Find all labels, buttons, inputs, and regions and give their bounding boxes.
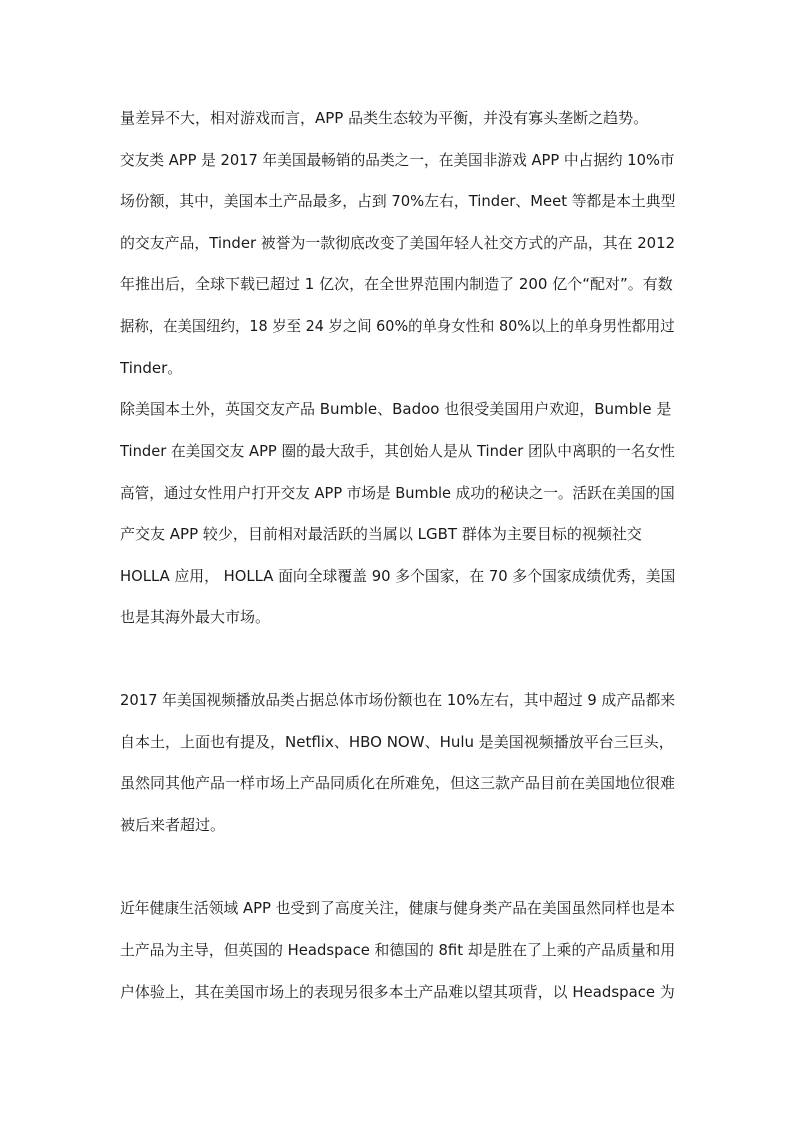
text-line: 高管，通过女性用户打开交友 APP 市场是 Bumble 成功的秘诀之一。活跃在美国的国 (120, 484, 675, 502)
text-line: 量差异不大，相对游戏而言，APP 品类生态较为平衡，并没有寡头垄断之趋势。 (120, 109, 649, 127)
text-line: Tinder。 (120, 359, 183, 377)
text-line: 交友类 APP 是 2017 年美国最畅销的品类之一，在美国非游戏 APP 中占据约 10%市 (120, 151, 675, 169)
text-line: Tinder 在美国交友 APP 圈的最大敌手，其创始人是从 Tinder 团队中离职的一名女性 (120, 442, 675, 460)
text-line: 土产品为主导，但英国的 Headspace 和德国的 8fit 却是胜在了上乘的产品质量和用 (120, 941, 676, 959)
text-line: 2017 年美国视频播放品类占据总体市场份额也在 10%左右，其中超过 9 成产品都来 (120, 691, 676, 709)
text-line: 也是其海外最大市场。 (120, 608, 271, 626)
text-line: 被后来者超过。 (120, 816, 226, 834)
text-line: 年推出后，全球下载已超过 1 亿次，在全世界范围内制造了 200 亿个“配对”。有数 (120, 275, 673, 293)
text-line: 自本土，上面也有提及，Netflix、HBO NOW、Hulu 是美国视频播放平台三巨头， (120, 733, 674, 751)
text-line: 的交友产品，Tinder 被誉为一款彻底改变了美国年轻人社交方式的产品，其在 2012 (120, 234, 676, 252)
text-line: 户体验上，其在美国市场上的表现另很多本土产品难以望其项背，以 Headspace 为 (120, 983, 675, 1001)
text-line: 虽然同其他产品一样市场上产品同质化在所难免，但这三款产品目前在美国地位很难 (120, 774, 676, 792)
text-line: 近年健康生活领域 APP 也受到了高度关注，健康与健身类产品在美国虽然同样也是本 (120, 899, 675, 917)
text-line: 产交友 APP 较少，目前相对最活跃的当属以 LGBT 群体为主要目标的视频社交 (120, 525, 642, 543)
text-line: 场份额，其中，美国本土产品最多，占到 70%左右，Tinder、Meet 等都是本土典型 (120, 192, 676, 210)
text-line: 除美国本土外，英国交友产品 Bumble、Badoo 也很受美国用户欢迎，Bumble 是 (120, 400, 672, 418)
text-line: 据称，在美国纽约，18 岁至 24 岁之间 60%的单身女性和 80%以上的单身男性都用过 (120, 317, 675, 335)
text-line: HOLLA 应用， HOLLA 面向全球覆盖 90 多个国家，在 70 多个国家成绩优秀，美国 (120, 567, 676, 585)
